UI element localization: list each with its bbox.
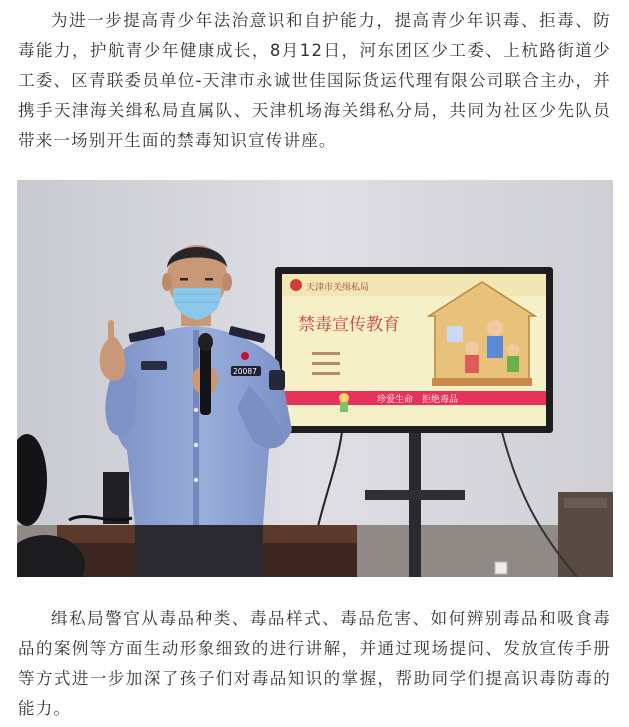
slide-title-text: 禁毒宣传教育 (298, 315, 400, 335)
intro-paragraph: 为进一步提高青少年法治意识和自护能力，提高青少年识毒、拒毒、防毒能力，护航青少年健康成长，8月12日，河东团区少工委、上杭路街道少工委、区青联委员单位-天津市永诚世佳国际货运代理有限公司联合主办，并携手天津海关缉私局直属队、天津机场海关缉私分局，共同为社区少先队员带来一场别开生面的禁毒知识宣传讲座。 (18, 11, 611, 150)
lecture-photo (17, 180, 613, 577)
slide-slogan-text: 珍爱生命 拒绝毒品 (377, 395, 459, 405)
badge-number: 20087 (233, 367, 257, 376)
lecture-paragraph: 缉私局警官从毒品种类、毒品样式、毒品危害、如何辨别毒品和吸食毒品的案例等方面生动形象细致的进行讲解，并通过现场提问、发放宣传手册等方式进一步加深了孩子们对毒品知识的掌握，帮助同学们提高识毒防毒的能力。 (18, 609, 611, 718)
slide-header-text: 天津市关缉私局 (306, 283, 370, 293)
